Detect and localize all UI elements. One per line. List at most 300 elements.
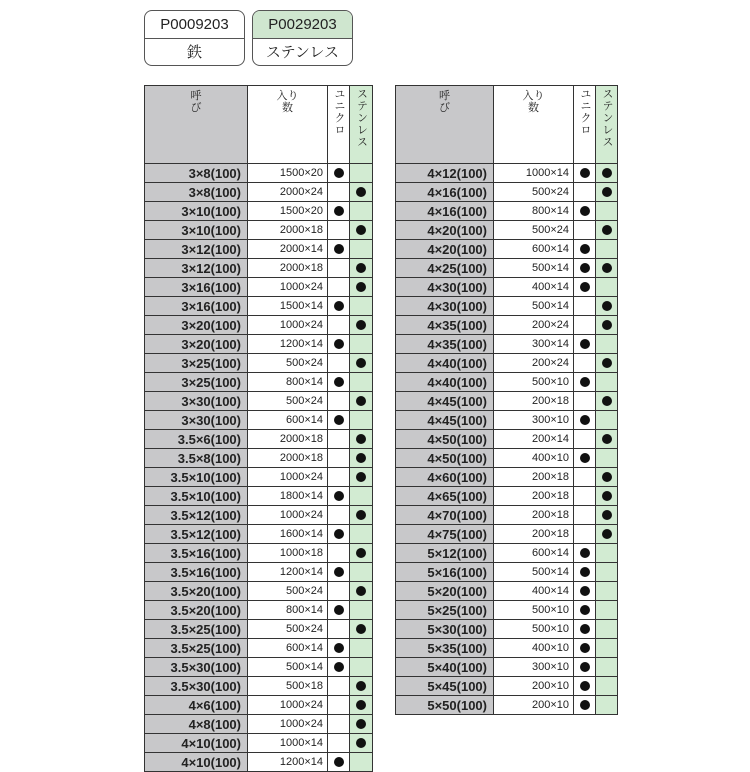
table-row: [145, 468, 373, 487]
size-cell: 5×45(100): [396, 677, 494, 696]
unichrome-cell: [328, 411, 350, 430]
stainless-cell: [350, 449, 373, 468]
filled-circle-icon: [580, 548, 590, 558]
unichrome-cell: [328, 696, 350, 715]
product-code: P0029203: [253, 11, 352, 39]
table-row: [396, 696, 618, 715]
stainless-cell: [350, 335, 373, 354]
size-cell: 4×35(100): [396, 335, 494, 354]
stainless-cell: [350, 392, 373, 411]
stainless-cell: [596, 449, 618, 468]
stainless-cell: [350, 734, 373, 753]
header-stainless: [350, 86, 373, 164]
quantity-cell: 1000×18: [248, 544, 328, 563]
quantity-cell: 400×14: [494, 278, 574, 297]
unichrome-cell: [328, 734, 350, 753]
quantity-cell: 200×18: [494, 487, 574, 506]
table-row: [396, 430, 618, 449]
quantity-cell: 500×10: [494, 601, 574, 620]
size-cell: 4×16(100): [396, 202, 494, 221]
table-row: [145, 658, 373, 677]
product-tag-stainless[interactable]: [252, 10, 353, 66]
unichrome-cell: [574, 183, 596, 202]
table-row: [396, 582, 618, 601]
unichrome-cell: [328, 316, 350, 335]
header-qty-line: 入り: [276, 90, 299, 102]
filled-circle-icon: [356, 225, 366, 235]
unichrome-cell: [328, 506, 350, 525]
filled-circle-icon: [602, 263, 612, 273]
table-row: [396, 544, 618, 563]
size-cell: 4×60(100): [396, 468, 494, 487]
material-label: ステンレス: [265, 44, 340, 61]
stainless-cell: [596, 658, 618, 677]
size-cell: 4×16(100): [396, 183, 494, 202]
quantity-cell: 200×18: [494, 506, 574, 525]
filled-circle-icon: [334, 168, 344, 178]
stainless-cell: [596, 316, 618, 335]
size-cell: 3×25(100): [145, 373, 248, 392]
unichrome-cell: [574, 430, 596, 449]
size-cell: 3×8(100): [145, 164, 248, 183]
size-cell: 4×40(100): [396, 354, 494, 373]
stainless-cell: [596, 677, 618, 696]
table-row: [396, 278, 618, 297]
stainless-cell: [350, 297, 373, 316]
table-row: [145, 240, 373, 259]
size-cell: 5×12(100): [396, 544, 494, 563]
header-name-line: 呼: [190, 90, 202, 102]
header-unichrome-label: ユニクロ: [579, 88, 591, 136]
filled-circle-icon: [580, 282, 590, 292]
table-row: [396, 620, 618, 639]
filled-circle-icon: [334, 662, 344, 672]
table-row: [145, 373, 373, 392]
quantity-cell: 200×18: [494, 468, 574, 487]
quantity-cell: 400×10: [494, 449, 574, 468]
stainless-cell: [350, 240, 373, 259]
unichrome-cell: [328, 202, 350, 221]
table-row: [396, 487, 618, 506]
stainless-cell: [350, 696, 373, 715]
size-cell: 4×10(100): [145, 753, 248, 772]
unichrome-cell: [574, 525, 596, 544]
size-cell: 5×50(100): [396, 696, 494, 715]
quantity-cell: 1200×14: [248, 335, 328, 354]
unichrome-cell: [328, 525, 350, 544]
table-row: [145, 354, 373, 373]
size-cell: 4×50(100): [396, 449, 494, 468]
unichrome-cell: [574, 563, 596, 582]
header-unichrome-label: ユニクロ: [333, 88, 345, 136]
table-row: [145, 449, 373, 468]
unichrome-cell: [574, 259, 596, 278]
filled-circle-icon: [356, 396, 366, 406]
filled-circle-icon: [580, 605, 590, 615]
quantity-cell: 1500×20: [248, 164, 328, 183]
table-row: [145, 164, 373, 183]
unichrome-cell: [574, 677, 596, 696]
header-name-line: び: [190, 102, 202, 114]
quantity-cell: 2000×18: [248, 259, 328, 278]
filled-circle-icon: [334, 301, 344, 311]
filled-circle-icon: [580, 643, 590, 653]
unichrome-cell: [328, 601, 350, 620]
unichrome-cell: [574, 411, 596, 430]
filled-circle-icon: [356, 624, 366, 634]
filled-circle-icon: [334, 643, 344, 653]
stainless-cell: [596, 297, 618, 316]
filled-circle-icon: [580, 586, 590, 596]
stainless-cell: [596, 544, 618, 563]
stainless-cell: [350, 183, 373, 202]
quantity-cell: 300×10: [494, 658, 574, 677]
stainless-cell: [350, 620, 373, 639]
stainless-cell: [596, 525, 618, 544]
quantity-cell: 1500×20: [248, 202, 328, 221]
table-row: [145, 316, 373, 335]
quantity-cell: 500×24: [248, 392, 328, 411]
stainless-cell: [596, 582, 618, 601]
quantity-cell: 2000×24: [248, 183, 328, 202]
table-row: [145, 620, 373, 639]
size-cell: 3×16(100): [145, 297, 248, 316]
table-row: [396, 639, 618, 658]
header-unichrome: [574, 86, 596, 164]
quantity-cell: 500×14: [248, 658, 328, 677]
spec-table-left: [144, 85, 373, 772]
quantity-cell: 300×10: [494, 411, 574, 430]
unichrome-cell: [574, 582, 596, 601]
header-qty-line: 入り: [522, 90, 545, 102]
quantity-cell: 1000×24: [248, 715, 328, 734]
quantity-cell: 500×24: [248, 582, 328, 601]
size-cell: 3×20(100): [145, 335, 248, 354]
filled-circle-icon: [356, 187, 366, 197]
filled-circle-icon: [602, 529, 612, 539]
filled-circle-icon: [602, 301, 612, 311]
quantity-cell: 600×14: [494, 544, 574, 563]
filled-circle-icon: [334, 757, 344, 767]
filled-circle-icon: [602, 187, 612, 197]
unichrome-cell: [328, 582, 350, 601]
stainless-cell: [350, 506, 373, 525]
quantity-cell: 1000×24: [248, 278, 328, 297]
table-row: [396, 506, 618, 525]
quantity-cell: 600×14: [248, 639, 328, 658]
size-cell: 3×10(100): [145, 202, 248, 221]
filled-circle-icon: [580, 377, 590, 387]
quantity-cell: 2000×14: [248, 240, 328, 259]
filled-circle-icon: [356, 453, 366, 463]
filled-circle-icon: [356, 263, 366, 273]
header-stainless-label: ステンレス: [355, 88, 368, 148]
stainless-cell: [350, 373, 373, 392]
filled-circle-icon: [580, 700, 590, 710]
quantity-cell: 1000×14: [248, 734, 328, 753]
header-qty-line: 数: [282, 102, 293, 114]
stainless-cell: [350, 354, 373, 373]
unichrome-cell: [574, 316, 596, 335]
stainless-cell: [596, 354, 618, 373]
filled-circle-icon: [356, 282, 366, 292]
size-cell: 3×16(100): [145, 278, 248, 297]
header-name-line: び: [439, 102, 450, 114]
header-quantity: [494, 86, 574, 164]
quantity-cell: 1200×14: [248, 563, 328, 582]
table-row: [145, 392, 373, 411]
table-row: [145, 639, 373, 658]
quantity-cell: 500×10: [494, 620, 574, 639]
unichrome-cell: [328, 544, 350, 563]
size-cell: 4×30(100): [396, 278, 494, 297]
stainless-cell: [350, 544, 373, 563]
size-cell: 3×10(100): [145, 221, 248, 240]
quantity-cell: 200×10: [494, 677, 574, 696]
size-cell: 4×30(100): [396, 297, 494, 316]
quantity-cell: 1200×14: [248, 753, 328, 772]
size-cell: 4×45(100): [396, 392, 494, 411]
stainless-cell: [596, 487, 618, 506]
filled-circle-icon: [356, 320, 366, 330]
filled-circle-icon: [356, 510, 366, 520]
filled-circle-icon: [580, 624, 590, 634]
table-row: [396, 411, 618, 430]
table-row: [396, 563, 618, 582]
filled-circle-icon: [334, 415, 344, 425]
table-row: [145, 696, 373, 715]
unichrome-cell: [328, 620, 350, 639]
table-row: [145, 335, 373, 354]
filled-circle-icon: [356, 719, 366, 729]
unichrome-cell: [328, 487, 350, 506]
filled-circle-icon: [580, 168, 590, 178]
unichrome-cell: [574, 278, 596, 297]
table-row: [396, 202, 618, 221]
quantity-cell: 1500×14: [248, 297, 328, 316]
stainless-cell: [350, 202, 373, 221]
table-row: [396, 259, 618, 278]
header-name: [145, 86, 248, 164]
table-row: [145, 202, 373, 221]
table-row: [145, 411, 373, 430]
table-row: [396, 601, 618, 620]
quantity-cell: 1000×24: [248, 316, 328, 335]
table-row: [145, 183, 373, 202]
filled-circle-icon: [334, 605, 344, 615]
unichrome-cell: [328, 183, 350, 202]
filled-circle-icon: [602, 320, 612, 330]
quantity-cell: 2000×18: [248, 221, 328, 240]
unichrome-cell: [328, 639, 350, 658]
size-cell: 3×30(100): [145, 392, 248, 411]
size-cell: 3.5×16(100): [145, 544, 248, 563]
quantity-cell: 400×10: [494, 639, 574, 658]
stainless-cell: [596, 240, 618, 259]
table-row: [396, 449, 618, 468]
size-cell: 4×40(100): [396, 373, 494, 392]
size-cell: 3.5×10(100): [145, 487, 248, 506]
stainless-cell: [596, 620, 618, 639]
table-row: [396, 658, 618, 677]
table-row: [145, 259, 373, 278]
size-cell: 3×20(100): [145, 316, 248, 335]
quantity-cell: 800×14: [248, 373, 328, 392]
stainless-cell: [596, 506, 618, 525]
filled-circle-icon: [580, 206, 590, 216]
table-row: [145, 278, 373, 297]
header-row: [396, 86, 618, 164]
table-row: [145, 525, 373, 544]
unichrome-cell: [328, 677, 350, 696]
table-row: [396, 354, 618, 373]
table-row: [145, 221, 373, 240]
quantity-cell: 500×14: [494, 563, 574, 582]
quantity-cell: 1000×14: [494, 164, 574, 183]
quantity-cell: 200×14: [494, 430, 574, 449]
size-cell: 3.5×16(100): [145, 563, 248, 582]
quantity-cell: 500×10: [494, 373, 574, 392]
filled-circle-icon: [334, 529, 344, 539]
unichrome-cell: [574, 373, 596, 392]
size-cell: 5×35(100): [396, 639, 494, 658]
filled-circle-icon: [602, 225, 612, 235]
filled-circle-icon: [602, 396, 612, 406]
filled-circle-icon: [334, 244, 344, 254]
size-cell: 4×35(100): [396, 316, 494, 335]
size-cell: 3.5×12(100): [145, 525, 248, 544]
filled-circle-icon: [580, 339, 590, 349]
filled-circle-icon: [602, 472, 612, 482]
stainless-cell: [596, 221, 618, 240]
size-cell: 4×70(100): [396, 506, 494, 525]
quantity-cell: 500×24: [494, 183, 574, 202]
size-cell: 3×25(100): [145, 354, 248, 373]
stainless-cell: [596, 164, 618, 183]
table-row: [396, 221, 618, 240]
product-code: P0009203: [145, 11, 244, 39]
size-cell: 4×65(100): [396, 487, 494, 506]
unichrome-cell: [328, 335, 350, 354]
stainless-cell: [350, 411, 373, 430]
quantity-cell: 1800×14: [248, 487, 328, 506]
stainless-cell: [596, 411, 618, 430]
stainless-cell: [596, 259, 618, 278]
stainless-cell: [350, 430, 373, 449]
filled-circle-icon: [580, 567, 590, 577]
unichrome-cell: [328, 278, 350, 297]
size-cell: 3.5×20(100): [145, 601, 248, 620]
stainless-cell: [350, 221, 373, 240]
size-cell: 3.5×30(100): [145, 658, 248, 677]
table-row: [145, 582, 373, 601]
size-cell: 5×16(100): [396, 563, 494, 582]
table-row: [145, 715, 373, 734]
stainless-cell: [596, 696, 618, 715]
table-row: [396, 525, 618, 544]
unichrome-cell: [574, 696, 596, 715]
size-cell: 4×20(100): [396, 221, 494, 240]
quantity-cell: 500×14: [494, 259, 574, 278]
stainless-cell: [350, 753, 373, 772]
stainless-cell: [596, 335, 618, 354]
unichrome-cell: [574, 620, 596, 639]
size-cell: 5×20(100): [396, 582, 494, 601]
filled-circle-icon: [356, 681, 366, 691]
filled-circle-icon: [580, 415, 590, 425]
quantity-cell: 2000×18: [248, 449, 328, 468]
quantity-cell: 1000×24: [248, 696, 328, 715]
size-cell: 3×30(100): [145, 411, 248, 430]
filled-circle-icon: [334, 567, 344, 577]
unichrome-cell: [328, 240, 350, 259]
table-row: [145, 563, 373, 582]
quantity-cell: 500×24: [248, 620, 328, 639]
unichrome-cell: [328, 430, 350, 449]
unichrome-cell: [328, 753, 350, 772]
quantity-cell: 200×10: [494, 696, 574, 715]
filled-circle-icon: [334, 491, 344, 501]
filled-circle-icon: [356, 548, 366, 558]
table-row: [396, 468, 618, 487]
table-row: [145, 487, 373, 506]
product-tag-iron[interactable]: [144, 10, 245, 66]
size-cell: 4×45(100): [396, 411, 494, 430]
size-cell: 4×75(100): [396, 525, 494, 544]
unichrome-cell: [574, 297, 596, 316]
unichrome-cell: [328, 259, 350, 278]
unichrome-cell: [328, 373, 350, 392]
filled-circle-icon: [356, 586, 366, 596]
filled-circle-icon: [602, 168, 612, 178]
unichrome-cell: [574, 335, 596, 354]
size-cell: 3.5×25(100): [145, 620, 248, 639]
stainless-cell: [596, 468, 618, 487]
stainless-cell: [350, 525, 373, 544]
quantity-cell: 200×24: [494, 354, 574, 373]
unichrome-cell: [328, 468, 350, 487]
table-row: [145, 544, 373, 563]
quantity-cell: 1000×24: [248, 506, 328, 525]
table-row: [396, 316, 618, 335]
size-cell: 4×6(100): [145, 696, 248, 715]
stainless-cell: [596, 373, 618, 392]
table-row: [396, 164, 618, 183]
unichrome-cell: [574, 240, 596, 259]
size-cell: 4×20(100): [396, 240, 494, 259]
filled-circle-icon: [356, 700, 366, 710]
size-cell: 4×12(100): [396, 164, 494, 183]
stainless-cell: [350, 677, 373, 696]
size-cell: 3.5×8(100): [145, 449, 248, 468]
quantity-cell: 800×14: [494, 202, 574, 221]
filled-circle-icon: [602, 358, 612, 368]
quantity-cell: 600×14: [248, 411, 328, 430]
size-cell: 4×50(100): [396, 430, 494, 449]
size-cell: 4×10(100): [145, 734, 248, 753]
table-row: [396, 335, 618, 354]
stainless-cell: [350, 715, 373, 734]
size-cell: 3.5×6(100): [145, 430, 248, 449]
unichrome-cell: [574, 487, 596, 506]
stainless-cell: [350, 487, 373, 506]
filled-circle-icon: [356, 434, 366, 444]
table-row: [396, 240, 618, 259]
spec-table-right: [395, 85, 618, 715]
unichrome-cell: [328, 164, 350, 183]
filled-circle-icon: [356, 472, 366, 482]
unichrome-cell: [574, 449, 596, 468]
